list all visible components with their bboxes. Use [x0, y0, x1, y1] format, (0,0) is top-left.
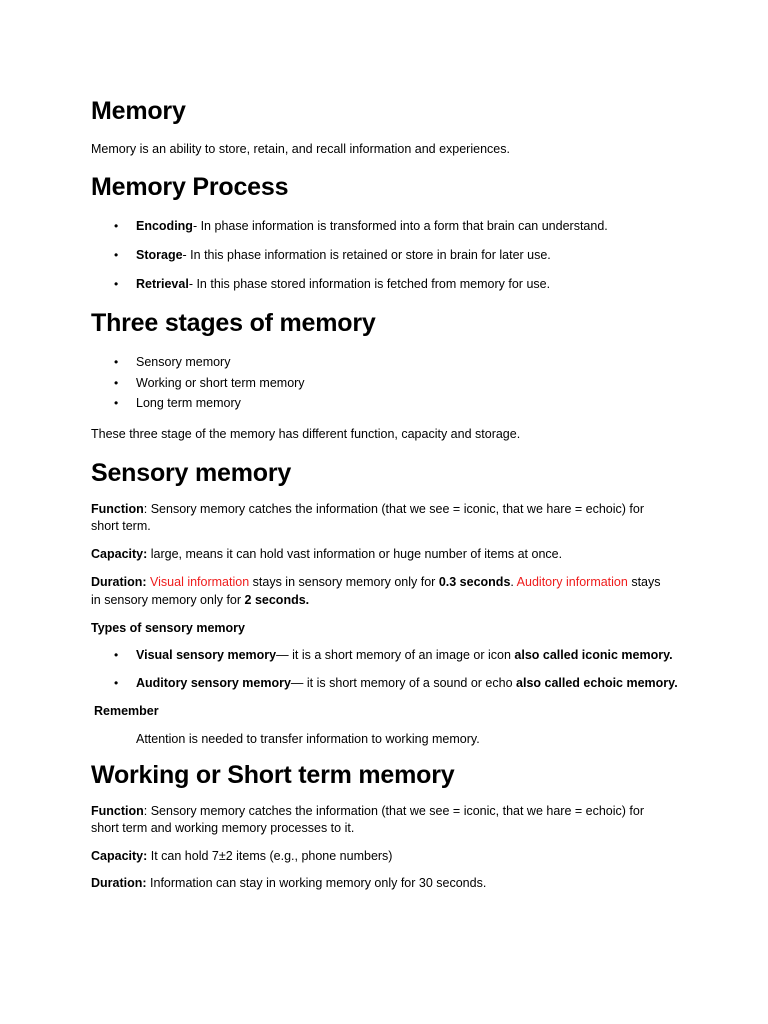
- process-term-encoding: Encoding: [136, 219, 193, 233]
- visual-information-highlight: Visual information: [150, 575, 250, 589]
- working-function-line2: short term and working memory processes to it.: [91, 821, 355, 835]
- sensory-function-label: Function: [91, 502, 144, 516]
- working-function-line1: [91, 803, 644, 820]
- visual-sensory-tail: also called iconic memory.: [514, 648, 673, 662]
- remember-text: Attention is needed to transfer information to working memory.: [136, 732, 480, 746]
- list-item: [136, 675, 678, 692]
- sensory-function-line2: short term.: [91, 519, 151, 533]
- sensory-function-line1: [91, 501, 644, 518]
- bullet-icon: •: [114, 648, 119, 662]
- auditory-sensory-tail: also called echoic memory.: [516, 676, 678, 690]
- bullet-icon: •: [114, 355, 119, 369]
- working-capacity: [91, 848, 392, 865]
- process-text-encoding: - In phase information is transformed into a form that brain can understand.: [192, 219, 608, 233]
- sensory-duration-line2-text: in sensory memory only for: [91, 593, 245, 607]
- types-title-text: Types of sensory memory: [91, 621, 245, 635]
- auditory-sensory-text: — it is short memory of a sound or echo: [290, 676, 517, 690]
- sensory-duration-line1: [91, 574, 661, 591]
- remember-label-text: Remember: [94, 704, 159, 718]
- working-duration-text: Information can stay in working memory only for 30 seconds.: [146, 876, 487, 890]
- sensory-capacity: [91, 546, 562, 563]
- sensory-duration-period: .: [510, 575, 517, 589]
- visual-sensory-text: — it is a short memory of an image or icon: [276, 648, 515, 662]
- working-memory-heading: Working or Short term memory: [91, 761, 455, 789]
- list-item: Long term memory: [136, 396, 241, 410]
- process-term-storage: Storage: [136, 248, 183, 262]
- sensory-duration-line2: [91, 592, 309, 609]
- remember-label: [94, 703, 159, 720]
- working-duration-label: Duration:: [91, 876, 147, 890]
- visual-sensory-term: Visual sensory memory: [136, 648, 277, 662]
- list-item: [136, 247, 551, 264]
- process-text-storage: - In this phase information is retained or store in brain for later use.: [182, 248, 551, 262]
- bullet-icon: •: [114, 248, 119, 262]
- working-capacity-label: Capacity:: [91, 849, 148, 863]
- bullet-icon: •: [114, 219, 119, 233]
- auditory-information-highlight: Auditory information: [516, 575, 628, 589]
- sensory-duration-end: stays: [627, 575, 661, 589]
- sensory-duration-auditory-seconds: 2 seconds.: [244, 593, 310, 607]
- auditory-sensory-term: Auditory sensory memory: [136, 676, 291, 690]
- process-text-retrieval: - In this phase stored information is fetched from memory for use.: [188, 277, 551, 291]
- memory-definition: Memory is an ability to store, retain, and recall information and experiences.: [91, 142, 510, 156]
- list-item: Sensory memory: [136, 355, 231, 369]
- types-of-sensory-memory-title: [91, 620, 245, 637]
- three-stages-heading: Three stages of memory: [91, 309, 376, 337]
- working-capacity-text: It can hold 7±2 items (e.g., phone numbers): [147, 849, 393, 863]
- process-term-retrieval: Retrieval: [136, 277, 189, 291]
- sensory-duration-mid: stays in sensory memory only for: [249, 575, 439, 589]
- sensory-capacity-text: large, means it can hold vast information or huge number of items at once.: [147, 547, 563, 561]
- list-item: [136, 218, 608, 235]
- list-item: Working or short term memory: [136, 376, 305, 390]
- list-item: [136, 647, 673, 664]
- memory-heading: Memory: [91, 97, 186, 125]
- bullet-icon: •: [114, 277, 119, 291]
- working-duration: [91, 875, 486, 892]
- working-function-label: Function: [91, 804, 144, 818]
- sensory-duration-visual-seconds: 0.3 seconds: [438, 575, 511, 589]
- bullet-icon: •: [114, 676, 119, 690]
- bullet-icon: •: [114, 376, 119, 390]
- list-item: [136, 276, 550, 293]
- memory-process-heading: Memory Process: [91, 173, 289, 201]
- bullet-icon: •: [114, 396, 119, 410]
- sensory-function-text: : Sensory memory catches the information (that we see = iconic, that we hare = echoic) for: [143, 502, 644, 516]
- sensory-duration-label: Duration:: [91, 575, 151, 589]
- sensory-capacity-label: Capacity:: [91, 547, 148, 561]
- working-function-text: : Sensory memory catches the information (that we see = iconic, that we hare = echoic) for: [143, 804, 644, 818]
- sensory-memory-heading: Sensory memory: [91, 459, 292, 487]
- stages-summary: These three stage of the memory has different function, capacity and storage.: [91, 427, 521, 441]
